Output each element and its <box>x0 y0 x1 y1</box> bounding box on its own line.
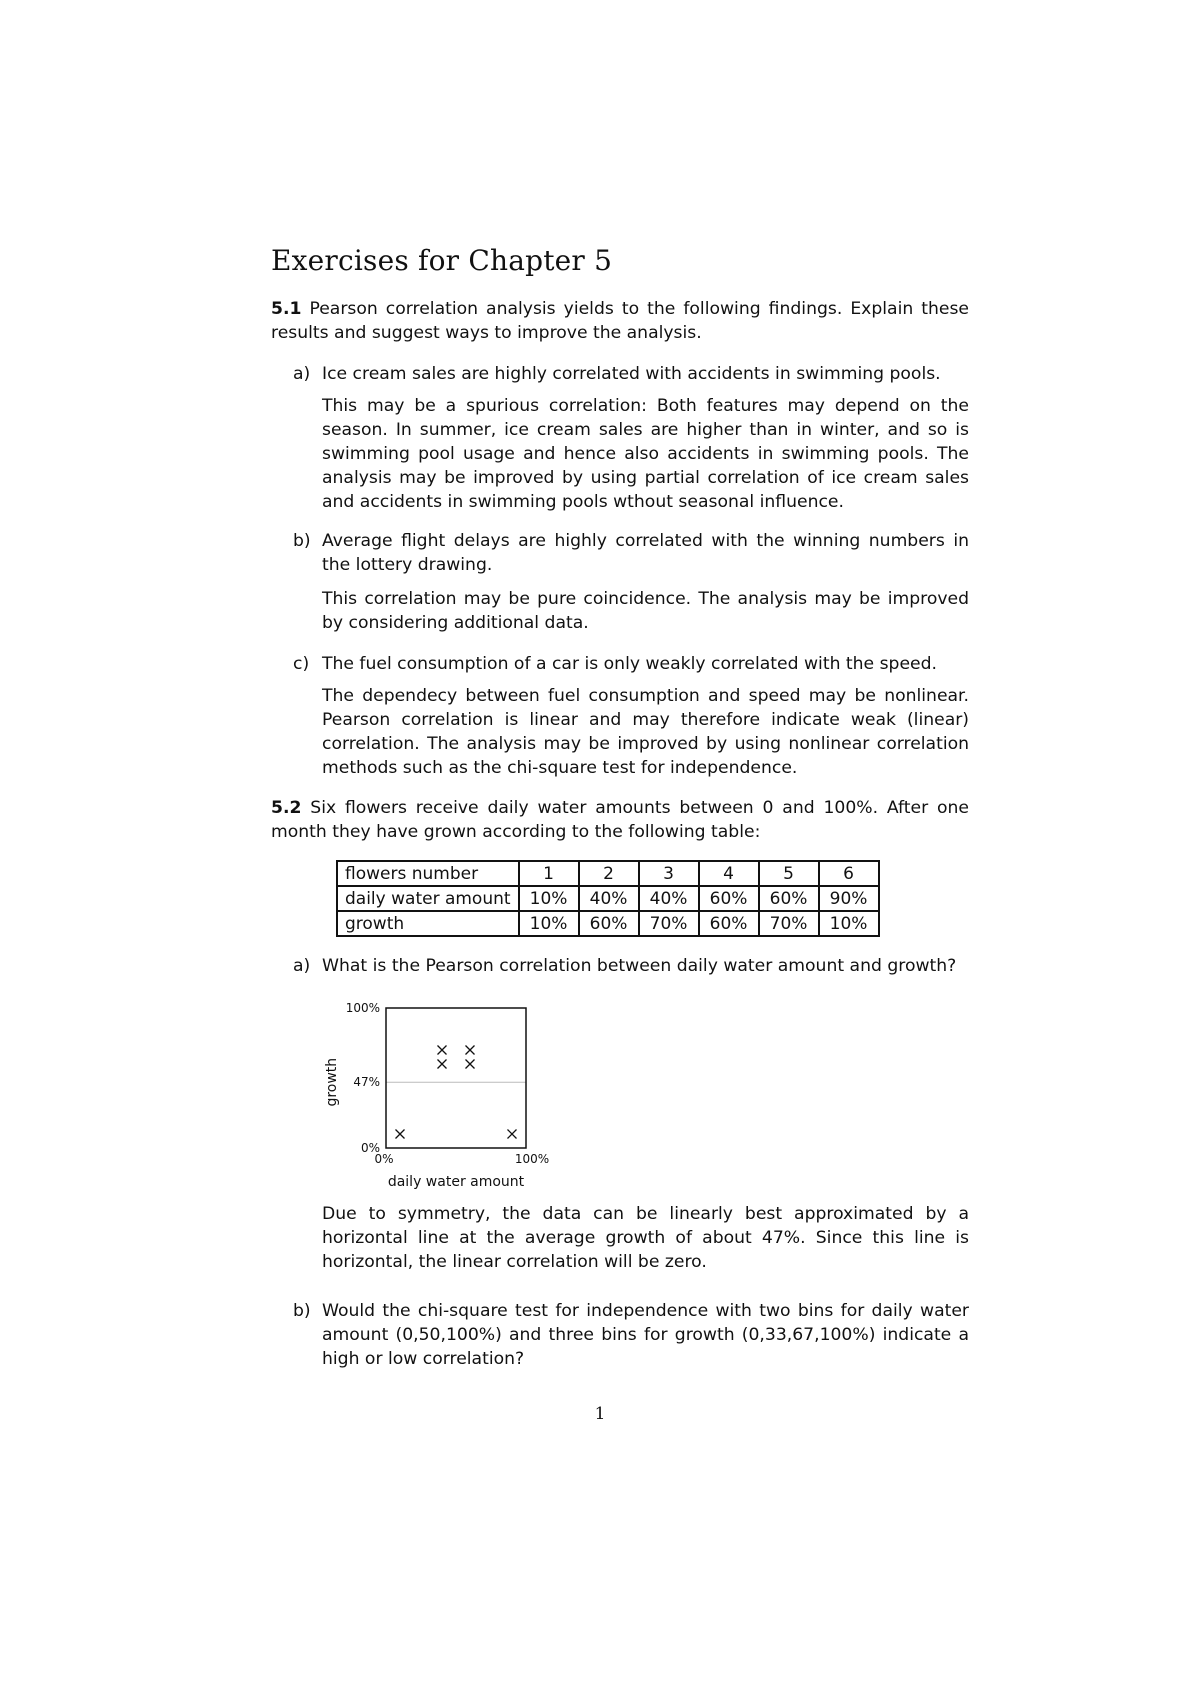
exercise-5-1-intro <box>271 297 969 345</box>
row-header: growth <box>337 911 519 936</box>
table-cell: 10% <box>519 886 579 911</box>
data-point <box>466 1046 475 1055</box>
table-cell: 70% <box>639 911 699 936</box>
table-cell: 40% <box>639 886 699 911</box>
table-cell: 60% <box>759 886 819 911</box>
item-label: c) <box>293 654 310 674</box>
table-cell: 40% <box>579 886 639 911</box>
data-point <box>466 1060 475 1069</box>
item-label: a) <box>293 364 311 384</box>
y-axis-label: growth <box>324 1057 340 1107</box>
table-cell: 60% <box>699 911 759 936</box>
question-text: Would the chi-square test for independence with two bins for daily water amount (0,50,100%) and three bins for growth (0,33,67,100%) indicate a high or low correlation? <box>322 1301 969 1369</box>
answer-text: Due to symmetry, the data can be linearly best approximated by a horizontal line at the average growth of about 47%. Since this line is horizontal, the linear correlation will be zero. <box>322 1204 969 1272</box>
exercise-text: Six flowers receive daily water amounts between 0 and 100%. After one month they have grown according to the following table: <box>271 798 969 842</box>
exercise-number: 5.1 <box>271 299 302 319</box>
table-cell: 10% <box>819 911 879 936</box>
question-text: What is the Pearson correlation between daily water amount and growth? <box>322 956 957 976</box>
data-point <box>396 1130 405 1139</box>
row-header: flowers number <box>337 861 519 886</box>
table-cell: 6 <box>819 861 879 886</box>
x-tick-label: 100% <box>514 1152 550 1166</box>
flowers-table <box>336 860 880 937</box>
page-number: 1 <box>594 1404 606 1424</box>
answer-text: The dependecy between fuel consumption and speed may be nonlinear. Pearson correlation is linear and may therefore indicate weak (linear) correlation. The analysis may be improved by using nonlinear correlation methods such as the chi-square test for independence. <box>322 686 969 778</box>
answer-text: This may be a spurious correlation: Both features may depend on the season. In summer, ice cream sales are higher than in winter, and so is swimming pool usage and hence also accidents in swimming pools. The analysis may be improved by using partial correlation of ice cream sales and accidents in swimming pools wthout seasonal influence. <box>322 396 969 512</box>
scatter-chart <box>318 995 558 1195</box>
table-cell: 90% <box>819 886 879 911</box>
data-point <box>438 1046 447 1055</box>
y-tick-label: 47% <box>353 1075 380 1090</box>
item-label: b) <box>293 1301 311 1321</box>
question-text: Average flight delays are highly correlated with the winning numbers in the lottery drawing. <box>322 531 969 575</box>
table-cell: 4 <box>699 861 759 886</box>
table-cell: 3 <box>639 861 699 886</box>
plot-frame <box>386 1008 526 1148</box>
table-cell: 60% <box>699 886 759 911</box>
item-label: b) <box>293 531 311 551</box>
y-tick-label: 0% <box>360 1141 380 1155</box>
data-point <box>508 1130 517 1139</box>
table-cell: 2 <box>579 861 639 886</box>
exercise-text: Pearson correlation analysis yields to the following findings. Explain these results and suggest ways to improve the analysis. <box>271 299 969 343</box>
question-text: Ice cream sales are highly correlated with accidents in swimming pools. <box>322 364 941 384</box>
x-tick-label: 0% <box>374 1152 394 1166</box>
table-row <box>337 911 879 936</box>
table-cell: 70% <box>759 911 819 936</box>
data-point <box>438 1060 447 1069</box>
exercise-5-2-intro <box>271 796 969 844</box>
x-axis-label: daily water amount <box>387 1174 525 1190</box>
exercise-number: 5.2 <box>271 798 302 818</box>
item-label: a) <box>293 956 311 976</box>
table-row <box>337 861 879 886</box>
table-cell: 10% <box>519 911 579 936</box>
table-cell: 1 <box>519 861 579 886</box>
answer-text: This correlation may be pure coincidence. The analysis may be improved by considering additional data. <box>322 589 969 633</box>
page-title: Exercises for Chapter 5 <box>271 244 613 277</box>
table-cell: 60% <box>579 911 639 936</box>
y-tick-label: 100% <box>345 1001 380 1015</box>
question-text: The fuel consumption of a car is only weakly correlated with the speed. <box>322 654 937 674</box>
table-cell: 5 <box>759 861 819 886</box>
row-header: daily water amount <box>337 886 519 911</box>
table-row <box>337 886 879 911</box>
